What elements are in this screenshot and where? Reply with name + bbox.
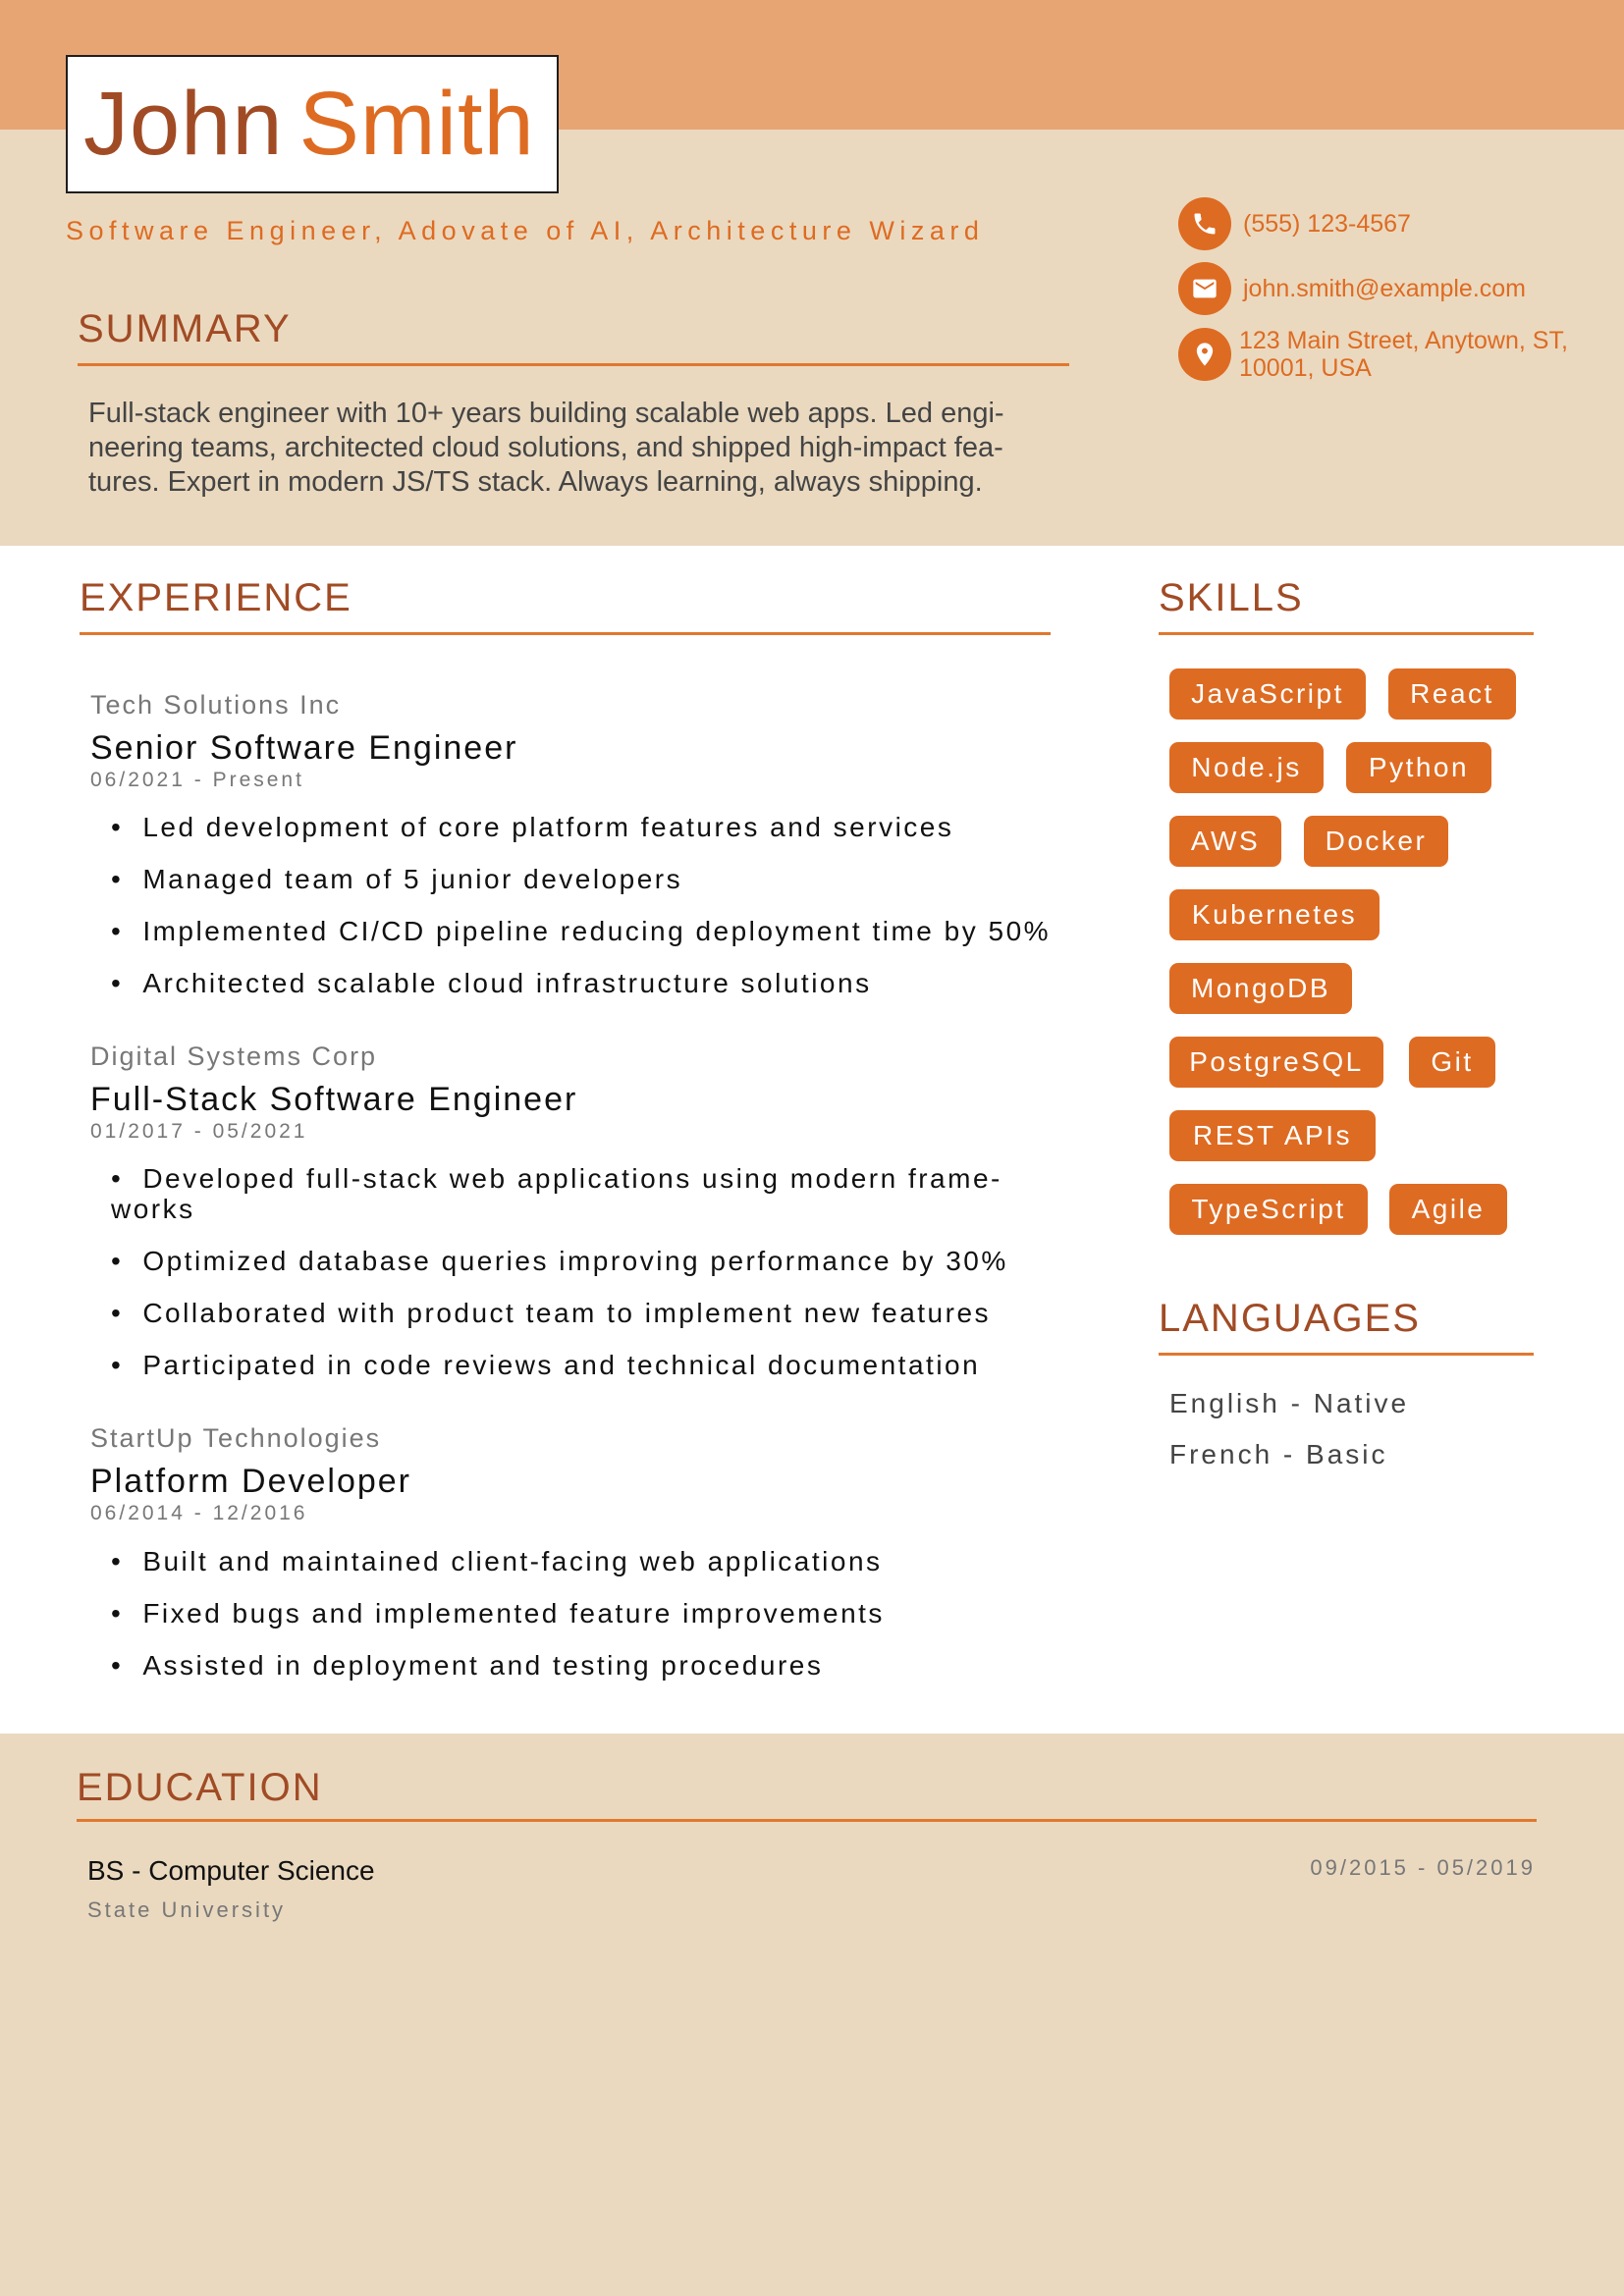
address-line: 123 Main Street, Anytown, ST, (1239, 327, 1568, 354)
skill-tag: Python (1346, 742, 1491, 793)
last-name: Smith (298, 74, 535, 174)
education-school: State University (87, 1897, 287, 1922)
education-degree: BS - Computer Science (87, 1855, 375, 1886)
summary-line: Full-stack engineer with 10+ years building scalable web apps. Led engi- (88, 398, 1004, 429)
experience-rule (80, 632, 1051, 635)
job-bullet-continuation: works (111, 1194, 195, 1224)
summary-rule (78, 363, 1069, 366)
skills-rule (1159, 632, 1534, 635)
job-bullet: • Developed full-stack web applications using modern frame- (111, 1163, 1002, 1194)
job-role: Senior Software Engineer (90, 729, 518, 767)
education-panel (0, 1734, 1624, 2296)
job-company: Tech Solutions Inc (90, 690, 342, 720)
job-bullet: • Optimized database queries improving performance by 30% (111, 1246, 1008, 1276)
skill-tag: JavaScript (1169, 668, 1366, 720)
first-name: John (83, 74, 284, 174)
languages-title: LANGUAGES (1159, 1297, 1421, 1340)
skill-tag: Kubernetes (1169, 889, 1380, 940)
experience-title: EXPERIENCE (80, 576, 352, 619)
summary-line: tures. Expert in modern JS/TS stack. Always learning, always shipping. (88, 466, 983, 498)
skill-tag: AWS (1169, 816, 1281, 867)
education-dates: 09/2015 - 05/2019 (1310, 1855, 1536, 1880)
job-bullet: • Managed team of 5 junior developers (111, 864, 683, 894)
job-bullet: • Built and maintained client-facing web applications (111, 1546, 883, 1576)
address-line: 10001, USA (1239, 354, 1372, 382)
languages-rule (1159, 1353, 1534, 1356)
job-bullet: • Architected scalable cloud infrastructure solutions (111, 968, 872, 998)
skill-tag: TypeScript (1169, 1184, 1368, 1235)
job-bullet: • Led development of core platform features and services (111, 812, 954, 842)
education-title: EDUCATION (77, 1766, 323, 1809)
summary-title: SUMMARY (78, 307, 292, 350)
skill-tag: REST APIs (1169, 1110, 1376, 1161)
summary-text (88, 397, 1060, 500)
job-bullet: • Implemented CI/CD pipeline reducing deployment time by 50% (111, 916, 1052, 946)
language-item: French - Basic (1169, 1439, 1388, 1469)
tagline: Software Engineer, Adovate of AI, Architecture Wizard (66, 216, 985, 245)
phone-number[interactable]: (555) 123-4567 (1243, 210, 1411, 238)
language-item: English - Native (1169, 1388, 1410, 1418)
job-dates: 01/2017 - 05/2021 (90, 1120, 308, 1143)
job-dates: 06/2014 - 12/2016 (90, 1502, 308, 1524)
job-bullet: • Fixed bugs and implemented feature improvements (111, 1598, 885, 1629)
skill-tag: Git (1409, 1037, 1495, 1088)
contact-phone (1178, 197, 1411, 250)
address (1239, 327, 1568, 382)
job-company: StartUp Technologies (90, 1423, 382, 1453)
job-dates: 06/2021 - Present (90, 769, 304, 791)
skill-tag: Docker (1304, 816, 1448, 867)
contact-address (1178, 327, 1568, 382)
skill-tag: React (1388, 668, 1516, 720)
email-icon (1178, 262, 1231, 315)
skill-tag: MongoDB (1169, 963, 1352, 1014)
job-bullet: • Participated in code reviews and technical documentation (111, 1350, 981, 1380)
skills-title: SKILLS (1159, 576, 1304, 619)
job-bullet: • Collaborated with product team to implement new features (111, 1298, 992, 1328)
location-pin-icon (1178, 328, 1231, 381)
skill-tag: PostgreSQL (1169, 1037, 1383, 1088)
skill-tag: Node.js (1169, 742, 1324, 793)
email-address[interactable]: john.smith@example.com (1243, 275, 1526, 302)
job-role: Full-Stack Software Engineer (90, 1081, 578, 1118)
education-rule (77, 1819, 1537, 1822)
contact-email (1178, 262, 1526, 315)
skill-tag: Agile (1389, 1184, 1507, 1235)
job-company: Digital Systems Corp (90, 1041, 378, 1071)
job-bullet: • Assisted in deployment and testing procedures (111, 1650, 824, 1681)
summary-line: neering teams, architected cloud solutions, and shipped high-impact fea- (88, 432, 1003, 463)
name-box (66, 55, 559, 193)
phone-icon (1178, 197, 1231, 250)
job-role: Platform Developer (90, 1463, 412, 1500)
